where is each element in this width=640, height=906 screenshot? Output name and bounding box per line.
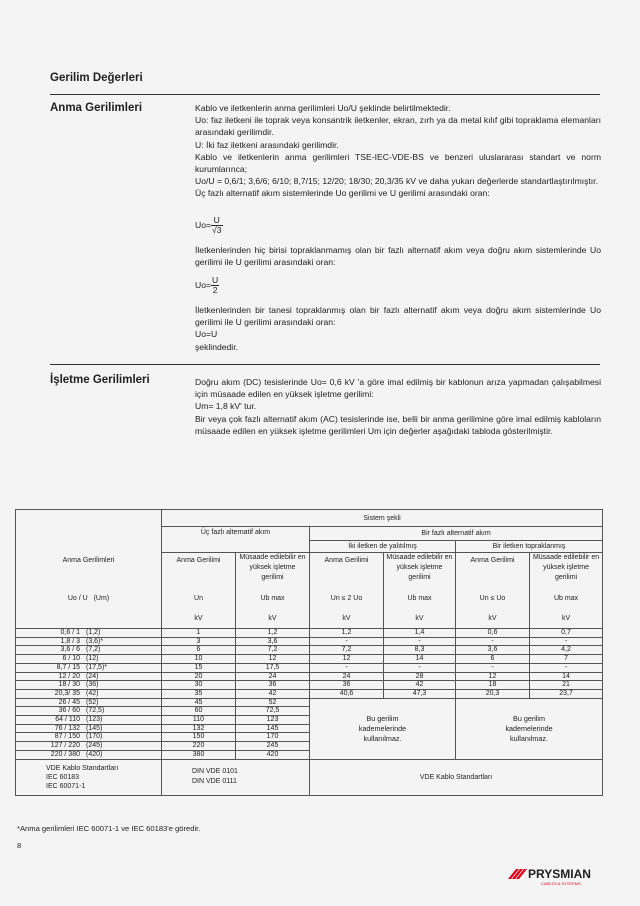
table-row (16, 655, 603, 664)
value-cell: 7,2 (310, 646, 384, 655)
anma-col-header: Anma Gerilimleri (16, 553, 162, 589)
col-musaade: Müsaade edilebilir en yüksek işletme gerilimi (384, 553, 456, 589)
value-cell: 110 (162, 716, 236, 725)
divider (50, 94, 600, 95)
anma-p1: Kablo ve iletkenlerin anma gerilimleri Uo/U şeklinde belirtilmektedir. (195, 103, 451, 113)
value-cell: 12 (236, 655, 310, 664)
footnote: *Anma gerilimleri IEC 60071-1 ve IEC 60183'e göredir. (17, 824, 201, 833)
bir-faz-header: Bir fazlı alternatif akım (310, 527, 603, 541)
formula-half: Uo= $\frac{U}{2}$ (195, 275, 219, 295)
anma-heading: Anma Gerilimleri (50, 102, 143, 114)
table-row (16, 663, 603, 672)
value-cell: - (384, 637, 456, 646)
value-cell: 18 (456, 681, 530, 690)
voltage-cell: 8,7 / 15 (17,5)* (16, 663, 162, 672)
value-cell: 7,2 (236, 646, 310, 655)
value-cell: 36 (236, 681, 310, 690)
unit-kv: kV (456, 609, 530, 629)
value-cell: 3,6 (456, 646, 530, 655)
value-cell: 20 (162, 672, 236, 681)
anma-p5: Uo/U = 0,6/1; 3,6/6; 6/10; 8,7/15; 12/20; 18/30; 20,3/35 kV ve daha yukarı değerlerde standartlaştırılmıştır. (195, 176, 598, 187)
value-cell: 10 (162, 655, 236, 664)
value-cell: 60 (162, 707, 236, 716)
unit-kv: kV (236, 609, 310, 629)
voltage-cell: 220 / 380 (420) (16, 750, 162, 759)
symbol-uo-u: Uo / U (Um) (16, 589, 162, 609)
symbol-un-le-uo: Un ≤ Uo (456, 589, 530, 609)
anma-para3: İletkenlerinden bir tanesi topraklanmış olan bir fazlı alternatif akım veya doğru akım sistemlerinde Uo gerilimi ile U gerilimi arasındaki oran: Uo=U şeklindedir. (195, 305, 601, 352)
voltage-cell: 3,6 / 6 (7,2) (16, 646, 162, 655)
anma-p4: Kablo ve iletkenlerin anma gerilimleri TSE-IEC-VDE-BS ve benzeri uluslararası standart ve norm kurumlarınca; (195, 151, 601, 175)
value-cell: 30 (162, 681, 236, 690)
isletme-heading: İşletme Gerilimleri (50, 374, 150, 386)
uc-faz-header: Üç fazlı alternatif akım (162, 527, 310, 553)
unit-kv: kV (530, 609, 603, 629)
voltage-cell: 6 / 10 (12) (16, 655, 162, 664)
value-cell: 0,6 (456, 629, 530, 638)
logo-name: PRYSMIAN (528, 867, 591, 881)
value-cell: - (310, 663, 384, 672)
col-anma: Anma Gerilimi (310, 553, 384, 589)
divider (50, 364, 600, 365)
unit-kv: kV (310, 609, 384, 629)
voltage-cell: 87 / 150 (170) (16, 733, 162, 742)
prysmian-logo (507, 865, 611, 887)
voltage-cell: 26 / 45 (52) (16, 698, 162, 707)
value-cell: 170 (236, 733, 310, 742)
voltage-cell: 76 / 132 (145) (16, 724, 162, 733)
symbol-ubmax: Ub max (530, 589, 603, 609)
value-cell: 220 (162, 742, 236, 751)
footer-standards-right: VDE Kablo Standartları (310, 759, 603, 795)
value-cell: - (384, 663, 456, 672)
isletme-text: Doğru akım (DC) tesislerinde Uo= 0,6 kV 'a göre imal edilmiş bir kablonun arıza yapmadan çalışabilmesi için müsaade edilen en yüksek işletme gerilimi: Um= 1,8 kV' tur. Bir veya çok fazlı alternatif akım (AC) tesislerinde ise, belli bir anma gerilimine göre imal edilmiş kabloların müsaade edilen en yüksek işletme gerilimleri Um için değerler aşağıdaki tabloda gösterilmiştir. (195, 377, 601, 436)
value-cell: 1,4 (384, 629, 456, 638)
symbol-ubmax: Ub max (236, 589, 310, 609)
page-number: 8 (17, 841, 22, 850)
table-row (16, 672, 603, 681)
section-title: Gerilim Değerleri (50, 72, 143, 84)
col-anma: Anma Gerilimi (456, 553, 530, 589)
value-cell: - (456, 637, 530, 646)
anma-p2: Uo: faz iletkeni ile toprak veya konsantrik iletkenler, ekran, zırh ya da metal kılıf gibi topraklama elemanları arasındaki gerilimdir. (195, 115, 601, 138)
value-cell: 420 (236, 750, 310, 759)
value-cell: 380 (162, 750, 236, 759)
col-musaade: Müsaade edilebilir en yüksek işletme gerilimi (236, 553, 310, 589)
voltage-cell: 64 / 110 (123) (16, 716, 162, 725)
anma-p6: Üç fazlı alternatif akım sistemlerinde Uo gerilimi ve U gerilimi arasındaki oran: (195, 188, 490, 199)
value-cell: 150 (162, 733, 236, 742)
logo-tagline: CABLES & SYSTEMS (541, 881, 581, 886)
unit-kv: kV (162, 609, 236, 629)
value-cell: - (456, 663, 530, 672)
value-cell: 72,5 (236, 707, 310, 716)
value-cell: 23,7 (530, 689, 603, 698)
formula-sqrt3: Uo= $\frac{U}{√3}$ (195, 215, 222, 235)
value-cell: 14 (530, 672, 603, 681)
value-cell: 40,6 (310, 689, 384, 698)
value-cell: 47,3 (384, 689, 456, 698)
symbol-un-le-2uo: Un ≤ 2 Uo (310, 589, 384, 609)
table-row (16, 646, 603, 655)
value-cell: 17,5 (236, 663, 310, 672)
value-cell: 132 (162, 724, 236, 733)
value-cell: 24 (236, 672, 310, 681)
value-cell: 28 (384, 672, 456, 681)
value-cell: 1,2 (236, 629, 310, 638)
value-cell: 0,7 (530, 629, 603, 638)
value-cell: 20,3 (456, 689, 530, 698)
anma-p3: U: İki faz iletkeni arasındaki gerilimdir. (195, 139, 339, 150)
value-cell: 14 (384, 655, 456, 664)
voltage-cell: 18 / 30 (36) (16, 681, 162, 690)
col-anma: Anma Gerilimi (162, 553, 236, 589)
value-cell: 245 (236, 742, 310, 751)
value-cell: 6 (162, 646, 236, 655)
iki-iletken-header: İki iletken de yalıtılmış (310, 541, 456, 553)
not-used-note: Bu gerilim kademelerinde kullanılmaz. (456, 698, 603, 759)
unit-kv: kV (384, 609, 456, 629)
symbol-un: Un (162, 589, 236, 609)
value-cell: 3,6 (236, 637, 310, 646)
col-musaade: Müsaade edilebilir en yüksek işletme gerilimi (530, 553, 603, 589)
not-used-note: Bu gerilim kademelerinde kullanılmaz. (310, 698, 456, 759)
table-row (16, 681, 603, 690)
value-cell: 21 (530, 681, 603, 690)
voltage-table (15, 509, 603, 796)
anma-para2: İletkenlerinden hiç birisi topraklanmamış olan bir fazlı alternatif akım veya doğru akım sistemlerinde Uo gerilimi ile U gerilimi arasındaki oran: (195, 245, 601, 268)
value-cell: 36 (310, 681, 384, 690)
value-cell: 15 (162, 663, 236, 672)
value-cell: 145 (236, 724, 310, 733)
anma-text (195, 102, 601, 200)
value-cell: 45 (162, 698, 236, 707)
value-cell: - (310, 637, 384, 646)
footer-standards-mid: DIN VDE 0101 DIN VDE 0111 (162, 759, 310, 795)
voltage-cell: 12 / 20 (24) (16, 672, 162, 681)
value-cell: 24 (310, 672, 384, 681)
bir-iletken-header: Bir iletken topraklanmış (456, 541, 603, 553)
value-cell: 12 (310, 655, 384, 664)
table-row (16, 637, 603, 646)
value-cell: 42 (236, 689, 310, 698)
table-row (16, 689, 603, 698)
value-cell: 42 (384, 681, 456, 690)
value-cell: 7 (530, 655, 603, 664)
value-cell: 1 (162, 629, 236, 638)
voltage-cell: 0,6 / 1 (1,2) (16, 629, 162, 638)
value-cell: 52 (236, 698, 310, 707)
logo-mark-icon (508, 869, 527, 879)
voltage-cell: 36 / 60 (72,5) (16, 707, 162, 716)
value-cell: 8,3 (384, 646, 456, 655)
value-cell: 3 (162, 637, 236, 646)
footer-standards-left: VDE Kablo Standartları IEC 60183 IEC 60071-1 (16, 759, 162, 795)
value-cell: 123 (236, 716, 310, 725)
symbol-ubmax: Ub max (384, 589, 456, 609)
value-cell: - (530, 637, 603, 646)
sistem-header: Sistem şekli (162, 510, 603, 527)
value-cell: 6 (456, 655, 530, 664)
value-cell: 12 (456, 672, 530, 681)
value-cell: 4,2 (530, 646, 603, 655)
voltage-cell: 1,8 / 3 (3,6)* (16, 637, 162, 646)
table-row (16, 629, 603, 638)
value-cell: - (530, 663, 603, 672)
table-row (16, 698, 603, 707)
value-cell: 1,2 (310, 629, 384, 638)
voltage-cell: 127 / 220 (245) (16, 742, 162, 751)
voltage-cell: 20,3/ 35 (42) (16, 689, 162, 698)
value-cell: 35 (162, 689, 236, 698)
